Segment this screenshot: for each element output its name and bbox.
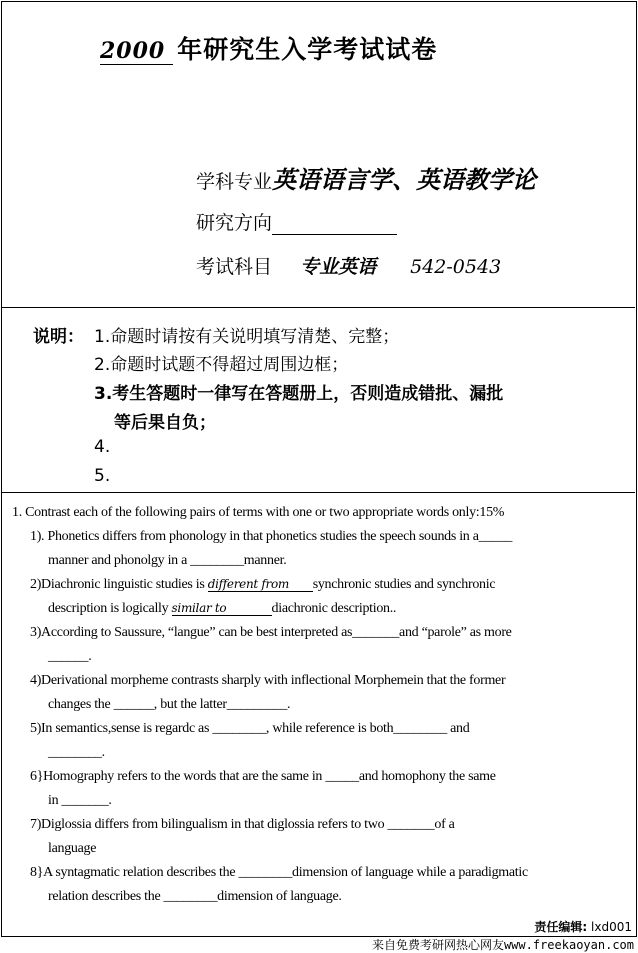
instruction-item: 2.命题时试题不得超过周围边框； [94, 355, 349, 375]
subject-field [196, 160, 536, 195]
question-text: synchronic studies and synchronic [312, 577, 496, 592]
instruction-item: 5. [94, 466, 111, 486]
editor-value: lxd001 [591, 920, 632, 934]
question-line: ________. [48, 745, 105, 760]
question-line: 7)Diglossia differs from bilingualism in that diglossia refers to two _______of a [30, 817, 455, 832]
question-line: 8}A syntagmatic relation describes the ________dimension of language while a paradigmatic [30, 865, 528, 880]
question-line: ______. [48, 649, 92, 664]
question-line: in _______. [48, 793, 112, 808]
question-line: 1). Phonetics differs from phonology in that phonetics studies the speech sounds in a_____ [30, 529, 513, 544]
question-line: relation describes the ________dimension of language. [48, 889, 342, 904]
question-line [30, 577, 495, 593]
subject-value: 英语语言学、英语教学论 [272, 165, 537, 194]
question-line: 5)In semantics,sense is regardc as ________, while reference is both________ and [30, 721, 470, 736]
direction-blank [272, 216, 397, 235]
question-line: language [48, 841, 97, 856]
instructions-label: 说明： [33, 327, 84, 347]
exam-value: 专业英语 [300, 256, 377, 278]
question-line [48, 601, 396, 617]
editor-label: 责任编辑: [534, 920, 588, 934]
instruction-item: 等后果自负； [114, 413, 216, 433]
source-text: 来自免费考研网热心网友 [371, 938, 504, 952]
handwritten-answer: similar to [172, 601, 272, 616]
exam-title-text: 年研究生入学考试试卷 [177, 35, 438, 64]
question-line: 4)Derivational morpheme contrasts sharply with inflectional Morphemein that the former [30, 673, 506, 688]
question-text: description is logically [48, 601, 172, 616]
instruction-item: 1.命题时请按有关说明填写清楚、完整； [94, 327, 400, 347]
instruction-item: 4. [94, 437, 111, 457]
source-credit [372, 936, 634, 953]
exam-title [100, 30, 437, 66]
question-text: diachronic description.. [271, 601, 397, 616]
editor-credit [534, 918, 632, 935]
source-url[interactable]: www.freekaoyan.com [503, 938, 634, 952]
question-line: manner and phonolgy in a ________manner. [48, 553, 287, 568]
question-line: 6}Homography refers to the words that are the same in _____and homophony the same [30, 769, 496, 784]
direction-field [196, 208, 397, 235]
exam-subject-field [196, 252, 501, 279]
question-line: changes the ______, but the latter_________. [48, 697, 291, 712]
subject-label: 学科专业 [196, 171, 273, 193]
exam-code: 542-0543 [410, 256, 502, 278]
instruction-item: 3.考生答题时一律写在答题册上，否则造成错批、漏批 [94, 384, 504, 404]
question-heading: 1. Contrast each of the following pairs of terms with one or two appropriate words only:15% [12, 505, 505, 520]
divider [2, 492, 635, 493]
exam-label: 考试科目 [196, 256, 273, 278]
exam-year: 2000 [100, 38, 173, 65]
question-text: 2)Diachronic linguistic studies is [30, 577, 208, 592]
direction-label: 研究方向 [196, 212, 273, 234]
handwritten-answer: different from [208, 577, 313, 592]
divider [2, 307, 635, 308]
question-line: 3)According to Saussure, “langue” can be best interpreted as_______and “parole” as more [30, 625, 512, 640]
